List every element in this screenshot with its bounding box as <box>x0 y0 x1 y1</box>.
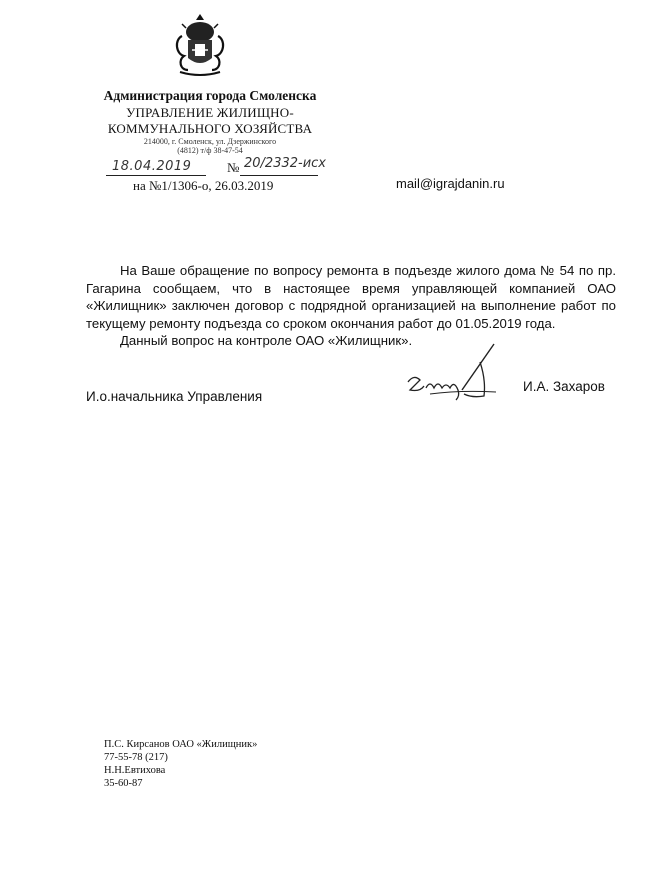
contact-line: Н.Н.Евтихова <box>104 765 166 776</box>
administration-title: Администрация города Смоленска <box>103 88 317 103</box>
contact-line: 77-55-78 (217) <box>104 752 168 763</box>
registration-date: 18.04.2019 <box>112 159 192 174</box>
signer-title: И.о.начальника Управления <box>86 389 263 404</box>
handwritten-signature <box>400 340 500 410</box>
number-sign: № <box>227 160 240 175</box>
recipient-email: mail@igrajdanin.ru <box>396 176 505 191</box>
signer-name: И.А. Захаров <box>523 379 605 394</box>
address: 214000, г. Смоленск, ул. Дзержинского <box>143 137 277 146</box>
body-paragraph: На Ваше обращение по вопросу ремонта в подъезде жилого дома № 54 по пр. Гагарина сообщаем, что в настоящее время управляющей компанией ОАО «Жилищник» заключен договор с подрядной организацией на выполнение работ по текущему ремонту подъезда со сроком окончания работ до 01.05.2019 года. <box>86 263 616 331</box>
contacts-block <box>104 738 257 790</box>
date-underline <box>106 175 206 176</box>
registration-number: 20/2332-исх <box>244 156 326 171</box>
reference-line: на №1/1306-о, 26.03.2019 <box>133 178 274 193</box>
contact-line: П.С. Кирсанов ОАО «Жилищник» <box>104 739 258 750</box>
body-paragraph: Данный вопрос на контроле ОАО «Жилищник». <box>120 333 413 348</box>
city-emblem-icon <box>168 10 232 78</box>
phone: (4812) т/ф 38-47-54 <box>177 146 243 155</box>
department-title-line1: УПРАВЛЕНИЕ ЖИЛИЩНО- <box>126 105 294 120</box>
number-underline <box>240 175 318 176</box>
contact-line: 35-60-87 <box>104 778 143 789</box>
department-title-line2: КОММУНАЛЬНОГО ХОЗЯЙСТВА <box>107 121 313 136</box>
letter-body <box>86 262 616 350</box>
